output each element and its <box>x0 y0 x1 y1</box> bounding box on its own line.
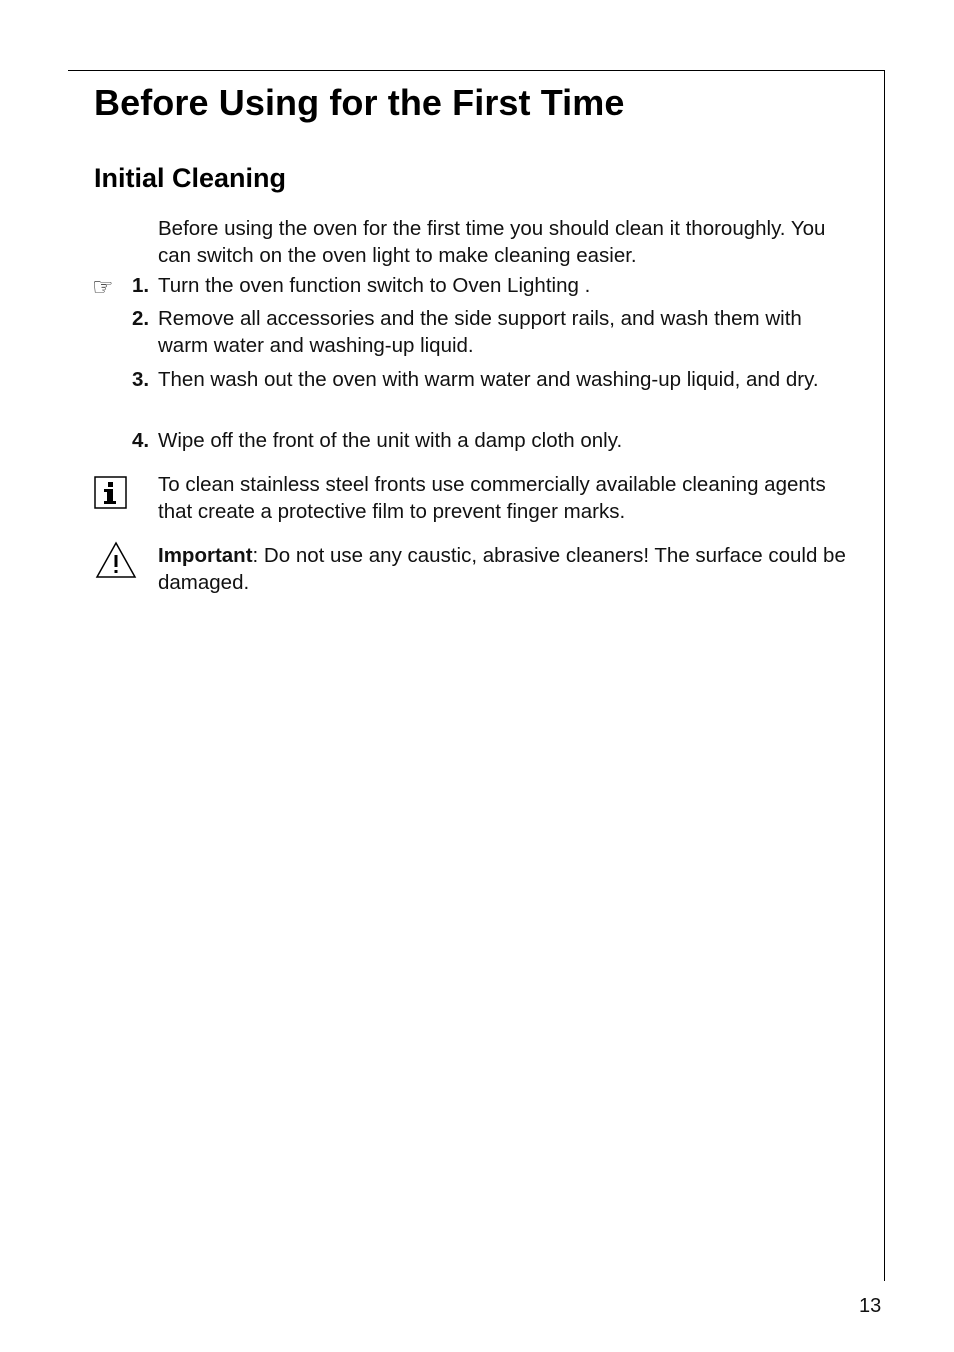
step-number: 2. <box>132 307 150 330</box>
intro-paragraph: Before using the oven for the first time you should clean it thoroughly. You can switch on the oven light to make cleaning easier. <box>158 217 826 267</box>
step-text: Remove all accessories and the side support rails, and wash them with warm water and washing-up liquid. <box>158 307 802 357</box>
step-number: 3. <box>132 368 150 391</box>
right-rule <box>884 70 885 1281</box>
step-text: Turn the oven function switch to Oven Lighting . <box>158 274 591 297</box>
top-rule <box>68 70 885 71</box>
warning-note <box>158 542 858 596</box>
page-number: 13 <box>859 1295 882 1317</box>
section-title: Initial Cleaning <box>94 163 287 193</box>
step-number: 4. <box>132 429 150 452</box>
step-text: Then wash out the oven with warm water and washing-up liquid, and dry. <box>158 368 819 391</box>
warning-text: : Do not use any caustic, abrasive cleaners! The surface could be damaged. <box>158 544 846 594</box>
info-note: To clean stainless steel fronts use commercially available cleaning agents that create a protective film to prevent finger marks. <box>158 473 826 523</box>
page-title: Before Using for the First Time <box>94 82 625 123</box>
warning-label: Important <box>158 544 253 567</box>
warning-icon <box>94 540 138 580</box>
info-icon <box>94 476 128 510</box>
step-text: Wipe off the front of the unit with a damp cloth only. <box>158 429 623 452</box>
pointing-hand-icon: ☞ <box>92 273 114 301</box>
step-number: 1. <box>132 274 150 297</box>
